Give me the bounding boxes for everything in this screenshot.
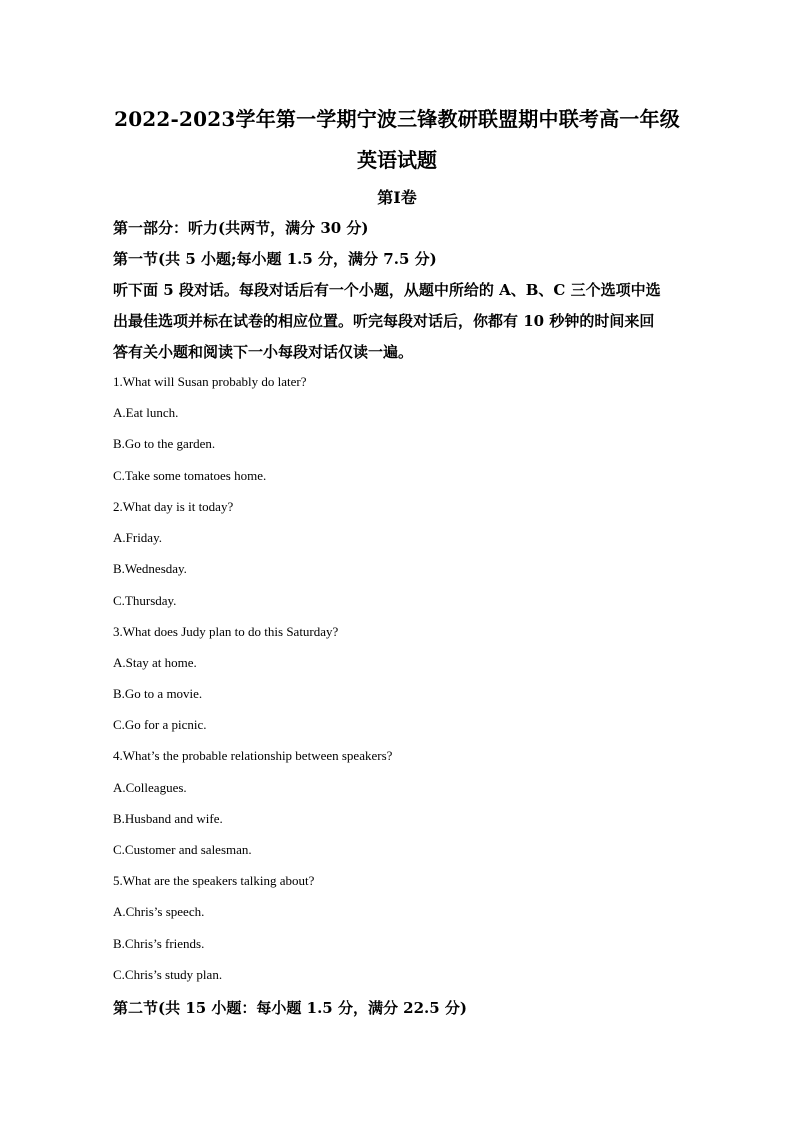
instructions xyxy=(113,275,688,368)
instruction-line: 听下面 5 段对话。每段对话后有一个小题，从题中所给的 A、B、C 三个选项中选 xyxy=(113,281,661,299)
section2-heading: 第二节(共 15 小题：每小题 1.5 分，满分 22.5 分) xyxy=(113,999,468,1017)
question-stem: 2.What day is it today? xyxy=(113,499,234,514)
answer-option: B.Go to a movie. xyxy=(113,686,203,701)
answer-option: B.Husband and wife. xyxy=(113,811,223,826)
answer-option: A.Colleagues. xyxy=(113,780,187,795)
volume-heading: 第I卷 xyxy=(377,188,417,207)
exam-title: 2022-2023学年第一学期宁波三锋教研联盟期中联考高一年级 xyxy=(114,107,680,131)
answer-option: C.Take some tomatoes home. xyxy=(113,468,267,483)
answer-option: C.Chris’s study plan. xyxy=(113,967,223,982)
answer-option: B.Go to the garden. xyxy=(113,436,216,451)
question-stem: 5.What are the speakers talking about? xyxy=(113,873,315,888)
instruction-line: 答有关小题和阅读下一小每段对话仅读一遍。 xyxy=(113,343,414,361)
answer-option: B.Wednesday. xyxy=(113,561,187,576)
answer-option: A.Friday. xyxy=(113,530,162,545)
section1-heading: 第一节(共 5 小题;每小题 1.5 分，满分 7.5 分) xyxy=(113,250,437,268)
answer-option: A.Eat lunch. xyxy=(113,405,179,420)
answer-option: C.Go for a picnic. xyxy=(113,717,207,732)
part1-heading: 第一部分：听力(共两节，满分 30 分) xyxy=(113,219,369,237)
question-stem: 3.What does Judy plan to do this Saturday? xyxy=(113,624,339,639)
instruction-line: 出最佳选项并标在试卷的相应位置。听完每段对话后，你都有 10 秒钟的时间来回 xyxy=(113,312,655,330)
question-stem: 4.What’s the probable relationship between speakers? xyxy=(113,748,393,763)
answer-option: A.Stay at home. xyxy=(113,655,197,670)
answer-option: A.Chris’s speech. xyxy=(113,904,205,919)
answer-option: B.Chris’s friends. xyxy=(113,936,205,951)
answer-option: C.Thursday. xyxy=(113,593,177,608)
answer-option: C.Customer and salesman. xyxy=(113,842,252,857)
exam-subject-title: 英语试题 xyxy=(357,148,437,172)
question-stem: 1.What will Susan probably do later? xyxy=(113,374,307,389)
